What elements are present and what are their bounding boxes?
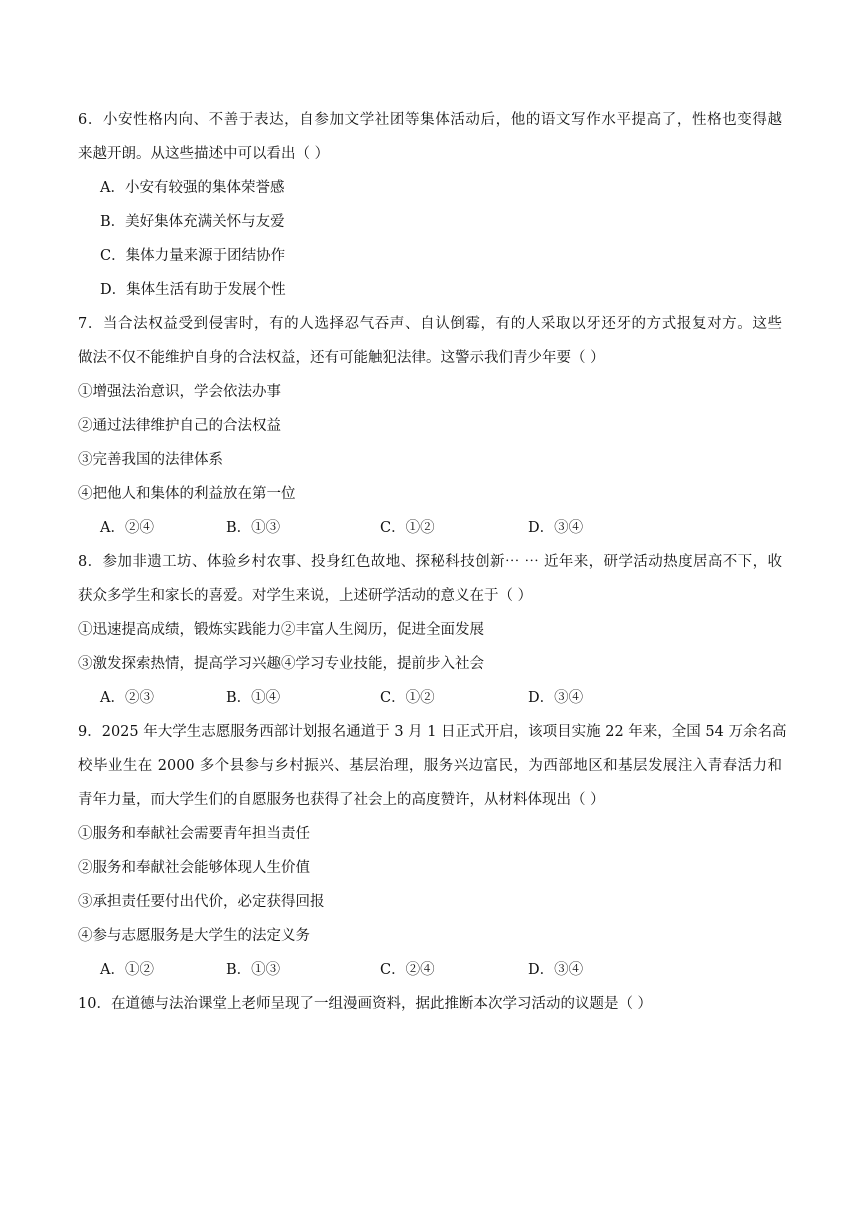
q8-choice-b: B．①④ (226, 690, 281, 706)
q9-choice-b: B．①③ (226, 962, 281, 978)
q7-choice-d: D．③④ (528, 520, 584, 536)
q8-statement-line2: ③激发探索热情，提高学习兴趣④学习专业技能，提前步入社会 (78, 656, 484, 672)
q9-choice-a: A．①② (100, 962, 154, 978)
q9-stem-line3: 青年力量，而大学生们的自愿服务也获得了社会上的高度赞许，从材料体现出（ ） (78, 792, 605, 808)
q7-statement-4: ④把他人和集体的利益放在第一位 (78, 486, 296, 502)
q9-statement-2: ②服务和奉献社会能够体现人生价值 (78, 860, 310, 876)
q9-statement-4: ④参与志愿服务是大学生的法定义务 (78, 928, 310, 944)
q9-stem-line2: 校毕业生在 2000 多个县参与乡村振兴、基层治理，服务兴边富民，为西部地区和基层发展注入青春活力和 (78, 758, 782, 774)
q10-stem-line1: 10．在道德与法治课堂上老师呈现了一组漫画资料，据此推断本次学习活动的议题是（ ） (78, 996, 653, 1012)
q6-stem-line1: 6．小安性格内向、不善于表达，自参加文学社团等集体活动后，他的语文写作水平提高了，性格也变得越 (78, 112, 782, 128)
q9-choice-c: C．②④ (380, 962, 435, 978)
q8-choice-d: D．③④ (528, 690, 584, 706)
q6-stem-line2: 来越开朗。从这些描述中可以看出（ ） (78, 146, 330, 162)
q8-stem-line1: 8．参加非遗工坊、体验乡村农事、投身红色故地、探秘科技创新⋯ ⋯ 近年来，研学活动热度居高不下，收 (78, 554, 782, 570)
q9-statement-3: ③承担责任要付出代价，必定获得回报 (78, 894, 325, 910)
q6-option-c: C．集体力量来源于团结协作 (100, 248, 286, 264)
q9-statement-1: ①服务和奉献社会需要青年担当责任 (78, 826, 310, 842)
q7-choice-c: C．①② (380, 520, 435, 536)
q7-choice-b: B．①③ (226, 520, 281, 536)
q7-statement-2: ②通过法律维护自己的合法权益 (78, 418, 281, 434)
q6-option-b: B．美好集体充满关怀与友爱 (100, 214, 285, 230)
q7-stem-line2: 做法不仅不能维护自身的合法权益，还有可能触犯法律。这警示我们青少年要（ ） (78, 350, 605, 366)
q7-stem-line1: 7．当合法权益受到侵害时，有的人选择忍气吞声、自认倒霉，有的人采取以牙还牙的方式报复对方。这些 (78, 316, 782, 332)
q8-choice-c: C．①② (380, 690, 435, 706)
q7-choice-a: A．②④ (100, 520, 154, 536)
q8-statement-line1: ①迅速提高成绩，锻炼实践能力②丰富人生阅历，促进全面发展 (78, 622, 484, 638)
q8-stem-line2: 获众多学生和家长的喜爱。对学生来说，上述研学活动的意义在于（ ） (78, 588, 533, 604)
q8-choice-a: A．②③ (100, 690, 154, 706)
q7-statement-3: ③完善我国的法律体系 (78, 452, 223, 468)
q6-option-a: A．小安有较强的集体荣誉感 (100, 180, 285, 196)
q9-stem-line1: 9．2025 年大学生志愿服务西部计划报名通道于 3 月 1 日正式开启，该项目实施 22 年来，全国 54 万余名高 (78, 724, 787, 740)
q6-option-d: D．集体生活有助于发展个性 (100, 282, 286, 298)
q9-choice-d: D．③④ (528, 962, 584, 978)
q7-statement-1: ①增强法治意识，学会依法办事 (78, 384, 281, 400)
